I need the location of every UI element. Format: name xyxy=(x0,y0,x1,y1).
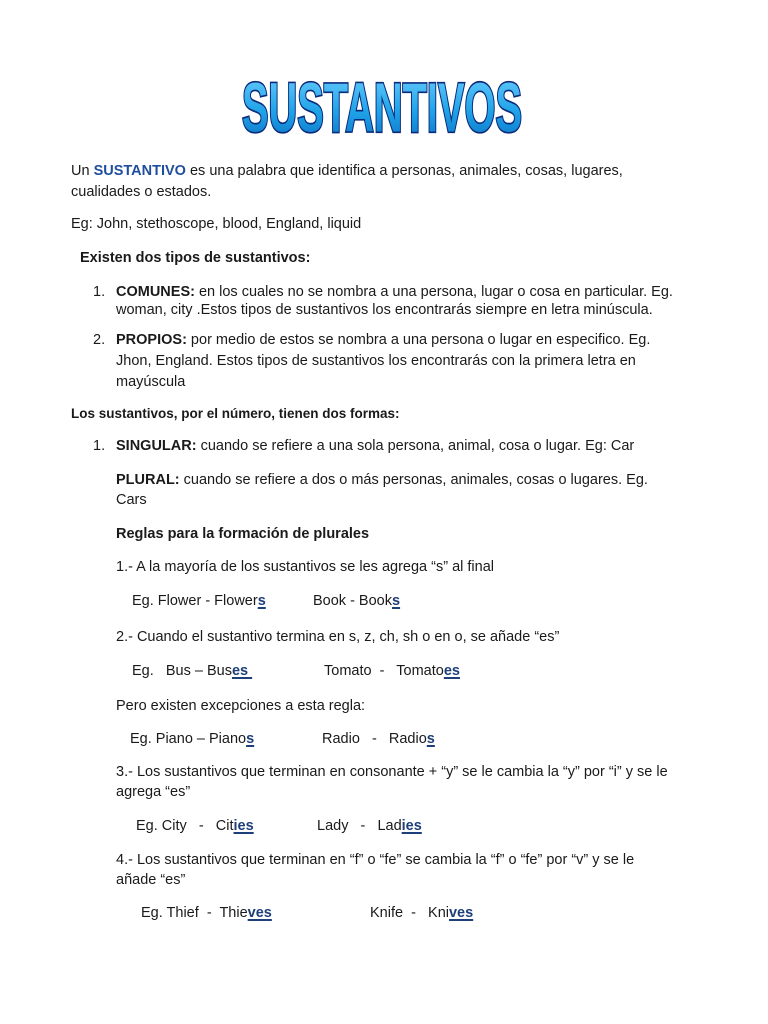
types-heading: Existen dos tipos de sustantivos: xyxy=(80,250,311,266)
rule-4-example-1 xyxy=(141,903,272,923)
types-item-2-line-3: mayúscula xyxy=(116,374,186,390)
intro-rest: es una palabra que identifica a personas, animales, cosas, lugares, xyxy=(185,163,623,179)
rule-1-example-1-suffix: s xyxy=(257,593,266,609)
intro-line-1 xyxy=(71,161,698,181)
rule-2-example-2-base: Tomato - Tomato xyxy=(324,663,444,679)
title-wordart xyxy=(232,60,532,150)
number-heading: Los sustantivos, por el número, tienen dos formas: xyxy=(71,406,400,421)
title-wordart-svg xyxy=(232,60,532,150)
types-item-1-line-2: woman, city .Estos tipos de sustantivos los encontrarás siempre en letra minúscula. xyxy=(116,302,653,318)
types-item-1-line-1 xyxy=(116,282,698,302)
rule-4-line-2: añade “es” xyxy=(116,872,186,888)
exceptions-example-2-suffix: s xyxy=(426,731,435,747)
intro-prefix: Un xyxy=(71,163,94,179)
page-title: SUSTANTIVOS xyxy=(242,68,522,147)
plural-line-1 xyxy=(116,470,698,490)
rule-2-example-1-base: Eg. Bus – Bus xyxy=(132,663,232,679)
rule-3-example-2-suffix: ies xyxy=(401,818,422,834)
rule-2-example-2 xyxy=(324,661,460,681)
rule-3-example-2 xyxy=(317,816,422,836)
rule-4-example-1-suffix: ves xyxy=(247,905,272,921)
rule-3-example-1-base: Eg. City - Cit xyxy=(136,818,234,834)
types-item-2-line-2: Jhon, England. Estos tipos de sustantivos los encontrarás con la primera letra en xyxy=(116,353,636,369)
rule-4-example-1-base: Eg. Thief - Thie xyxy=(141,905,248,921)
rule-4-example-2-suffix: ves xyxy=(448,905,474,921)
singular-line xyxy=(116,436,698,456)
rule-3-example-2-base: Lady - Lad xyxy=(317,818,402,834)
exceptions-example-2-base: Radio - Radio xyxy=(322,731,427,747)
intro-keyword: SUSTANTIVO xyxy=(93,163,186,179)
rule-4-line-1: 4.- Los sustantivos que terminan en “f” o “fe” se cambia la “f” o “fe” por “v” y se le xyxy=(116,852,635,868)
singular-number: 1. xyxy=(93,438,106,454)
intro-line-2: cualidades o estados. xyxy=(71,184,212,200)
exceptions-example-2 xyxy=(322,729,435,749)
rule-1-example-2-suffix: s xyxy=(392,593,401,609)
plural-line-2: Cars xyxy=(116,492,147,508)
rule-3-example-1-suffix: ies xyxy=(233,818,254,834)
rule-2-text: 2.- Cuando el sustantivo termina en s, z, ch, sh o en o, se añade “es” xyxy=(116,629,560,645)
exceptions-example-1 xyxy=(130,729,254,749)
rule-1-text: 1.- A la mayoría de los sustantivos se les agrega “s” al final xyxy=(116,559,494,575)
rule-4-example-2-base: Knife - Kni xyxy=(370,905,449,921)
exceptions-text: Pero existen excepciones a esta regla: xyxy=(116,698,366,714)
intro-example: Eg: John, stethoscope, blood, England, liquid xyxy=(71,216,362,232)
exceptions-example-1-suffix: s xyxy=(246,731,255,747)
rules-heading: Reglas para la formación de plurales xyxy=(116,526,370,542)
rule-3-line-1: 3.- Los sustantivos que terminan en consonante + “y” se le cambia la “y” por “i” y se le xyxy=(116,764,668,780)
types-item-1-text: en los cuales no se nombra a una persona, lugar o cosa en particular. Eg. xyxy=(194,284,673,300)
rule-4-example-2 xyxy=(370,903,473,923)
singular-text: cuando se refiere a una sola persona, animal, cosa o lugar. Eg: Car xyxy=(196,438,635,454)
rule-1-example-1-base: Eg. Flower - Flower xyxy=(132,593,258,609)
singular-term: SINGULAR: xyxy=(116,438,197,454)
plural-text: cuando se refiere a dos o más personas, animales, cosas o lugares. Eg. xyxy=(179,472,648,488)
rule-2-example-1-suffix: es xyxy=(231,663,253,679)
types-item-2-line-1 xyxy=(116,330,698,350)
rule-2-example-2-suffix: es xyxy=(443,663,460,679)
rule-1-example-2 xyxy=(313,591,400,611)
types-item-1-number: 1. xyxy=(93,284,106,300)
exceptions-example-1-base: Eg. Piano – Piano xyxy=(130,731,247,747)
rule-1-example-2-base: Book - Book xyxy=(313,593,392,609)
plural-term: PLURAL: xyxy=(116,472,180,488)
types-item-2-term: PROPIOS: xyxy=(116,332,187,348)
types-item-2-number: 2. xyxy=(93,332,106,348)
types-item-1-term: COMUNES: xyxy=(116,284,195,300)
rule-3-example-1 xyxy=(136,816,254,836)
rule-3-line-2: agrega “es” xyxy=(116,784,191,800)
rule-2-example-1 xyxy=(132,661,252,681)
rule-1-example-1 xyxy=(132,591,266,611)
types-item-2-text: por medio de estos se nombra a una persona o lugar en especifico. Eg. xyxy=(186,332,651,348)
